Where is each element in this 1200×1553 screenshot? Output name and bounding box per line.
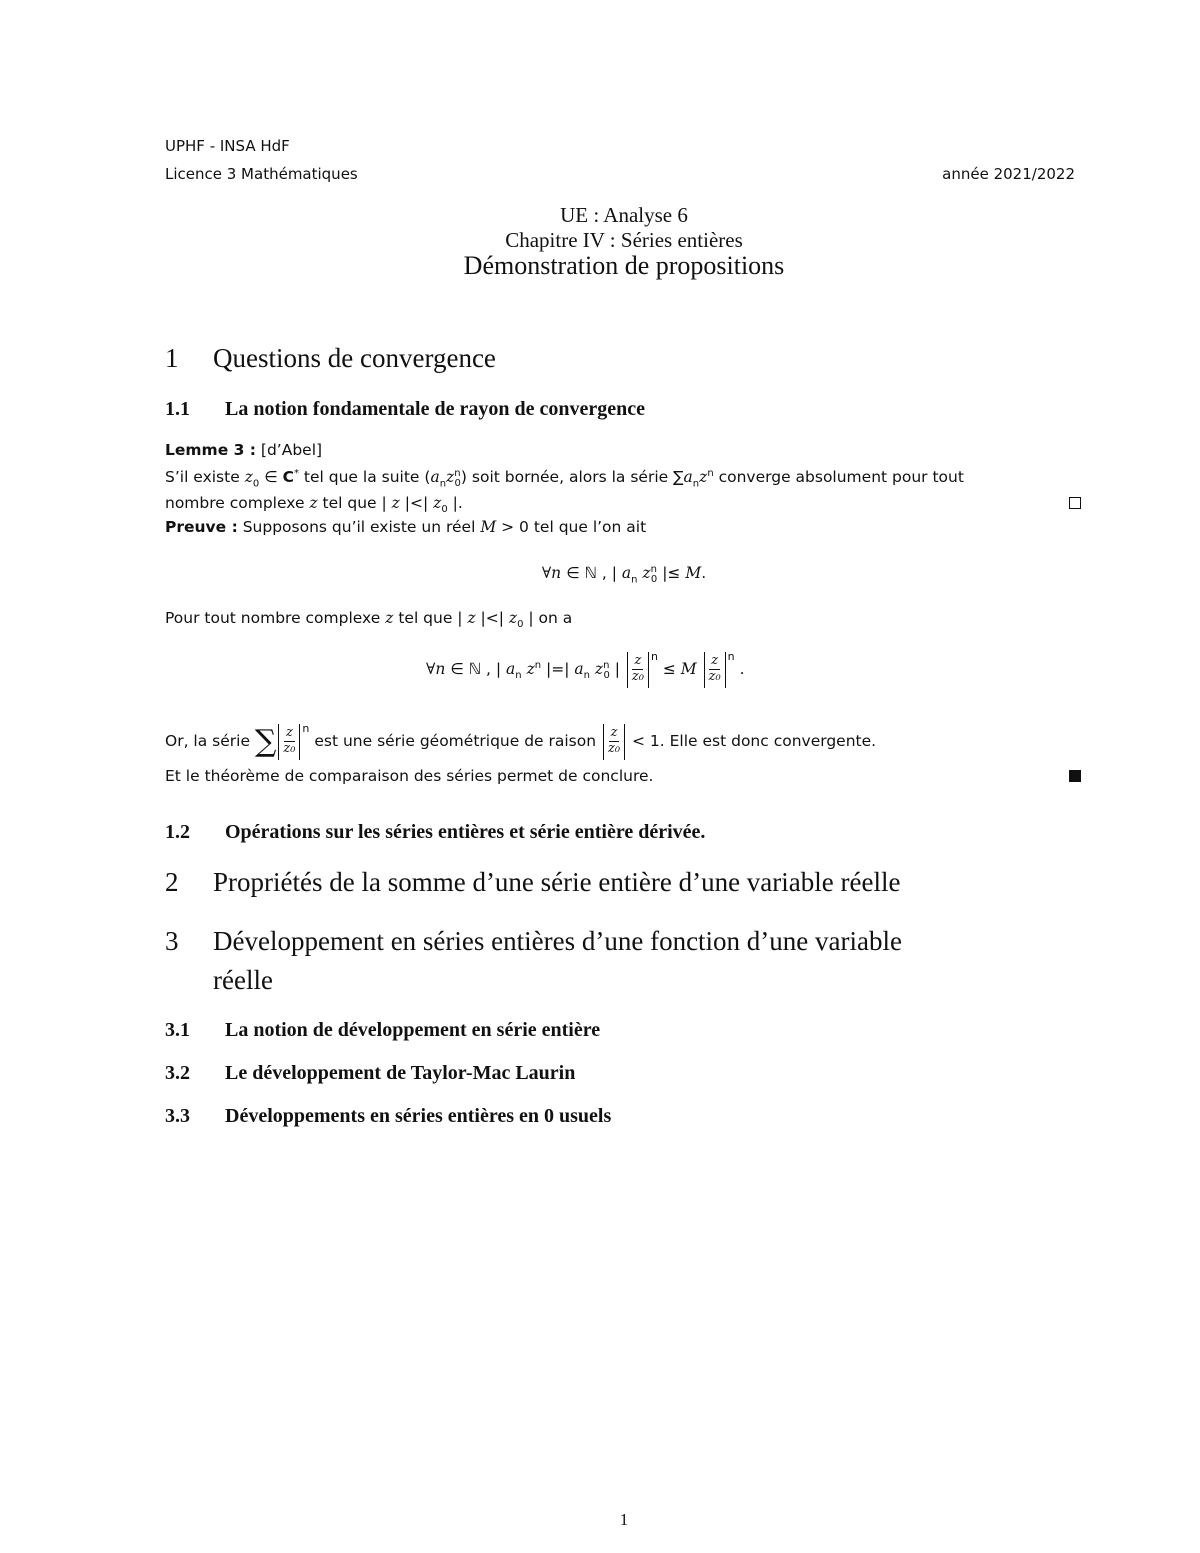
proof-line-1: Preuve : Supposons qu’il existe un réel M > 0 tel que l’on ait (165, 518, 647, 536)
subsection-title: Le développement de Taylor-Mac Laurin (225, 1062, 576, 1084)
subsection-title: La notion fondamentale de rayon de convergence (225, 398, 645, 420)
academic-year: année 2021/2022 (942, 165, 1075, 183)
section-number: 1 (165, 343, 179, 373)
subsection-number: 3.1 (165, 1019, 190, 1041)
subsection-title: Opérations sur les séries entières et série entière dérivée. (225, 821, 706, 843)
subsection-number: 3.2 (165, 1062, 190, 1084)
subsection-title: La notion de développement en série entière (225, 1019, 601, 1041)
section-title: Propriétés de la somme d’une série entière d’une variable réelle (213, 867, 901, 897)
proof-line-3: Or, la série ∑ $\frac{z}{\text{z₀}}$ $^n$ est une série géométrique de raison $\frac{z}{\text{z₀}}$ < 1. Elle est donc convergente. (165, 722, 877, 759)
subsection-heading (165, 1062, 575, 1085)
document-subtitle: Démonstration de propositions (463, 251, 785, 280)
proof-line-2: Pour tout nombre complexe z tel que | z |<| $z_0$ | on a (165, 609, 573, 631)
proof-line-4: Et le théorème de comparaison des séries permet de conclure. (165, 767, 654, 785)
subsection-heading (165, 1105, 611, 1128)
section-number: 3 (165, 926, 179, 956)
subsection-title: Développements en séries entières en 0 usuels (225, 1105, 612, 1127)
subsection-number: 1.2 (165, 821, 190, 843)
end-of-proof-icon (1069, 770, 1081, 782)
equation-comparison: ∀n ∈ ℕ , | $a_n$ $z^n$ |=| $a_n$ $z^n_0$ | $\frac{z}{\text{z₀}}$ $^n$ ≤ M $\frac{z}{\text{z₀}}$ $^n$ . (426, 650, 745, 688)
lemma-label: Lemme 3 : (165, 441, 256, 459)
lemma-line-2: nombre complexe z tel que | z |<| $z_0$ |. (165, 494, 463, 516)
section-heading (165, 867, 900, 898)
section-heading (165, 343, 496, 374)
page-number: 1 (619, 1510, 629, 1529)
lemma-heading (165, 441, 322, 459)
subsection-number: 1.1 (165, 398, 190, 420)
subsection-number: 3.3 (165, 1105, 190, 1127)
institution: UPHF - INSA HdF (165, 137, 290, 155)
subsection-heading (165, 1019, 600, 1042)
lemma-name: [d’Abel] (260, 441, 323, 459)
proof-label: Preuve : (165, 518, 238, 536)
section-number: 2 (165, 867, 179, 897)
section-title: Développement en séries entières d’une fonction d’une variable (213, 926, 902, 956)
end-of-statement-icon (1069, 497, 1081, 509)
subsection-heading (165, 398, 645, 421)
program: Licence 3 Mathématiques (165, 165, 358, 183)
section-title-continuation: réelle (213, 965, 273, 995)
course-title: UE : Analyse 6 (560, 203, 688, 227)
equation-bound: ∀n ∈ ℕ , | $a_n$ $z^n_0$ |≤ M. (541, 564, 707, 586)
lemma-line-1: S’il existe $z_0$ ∈ C* tel que la suite $(a_nz^n_0)$ soit bornée, alors la série $\sum a_nz^n$ converge absolument pour tout (165, 468, 964, 490)
section-title: Questions de convergence (213, 343, 496, 373)
chapter-title: Chapitre IV : Séries entières (505, 228, 743, 252)
section-heading (165, 926, 902, 957)
subsection-heading (165, 821, 705, 844)
